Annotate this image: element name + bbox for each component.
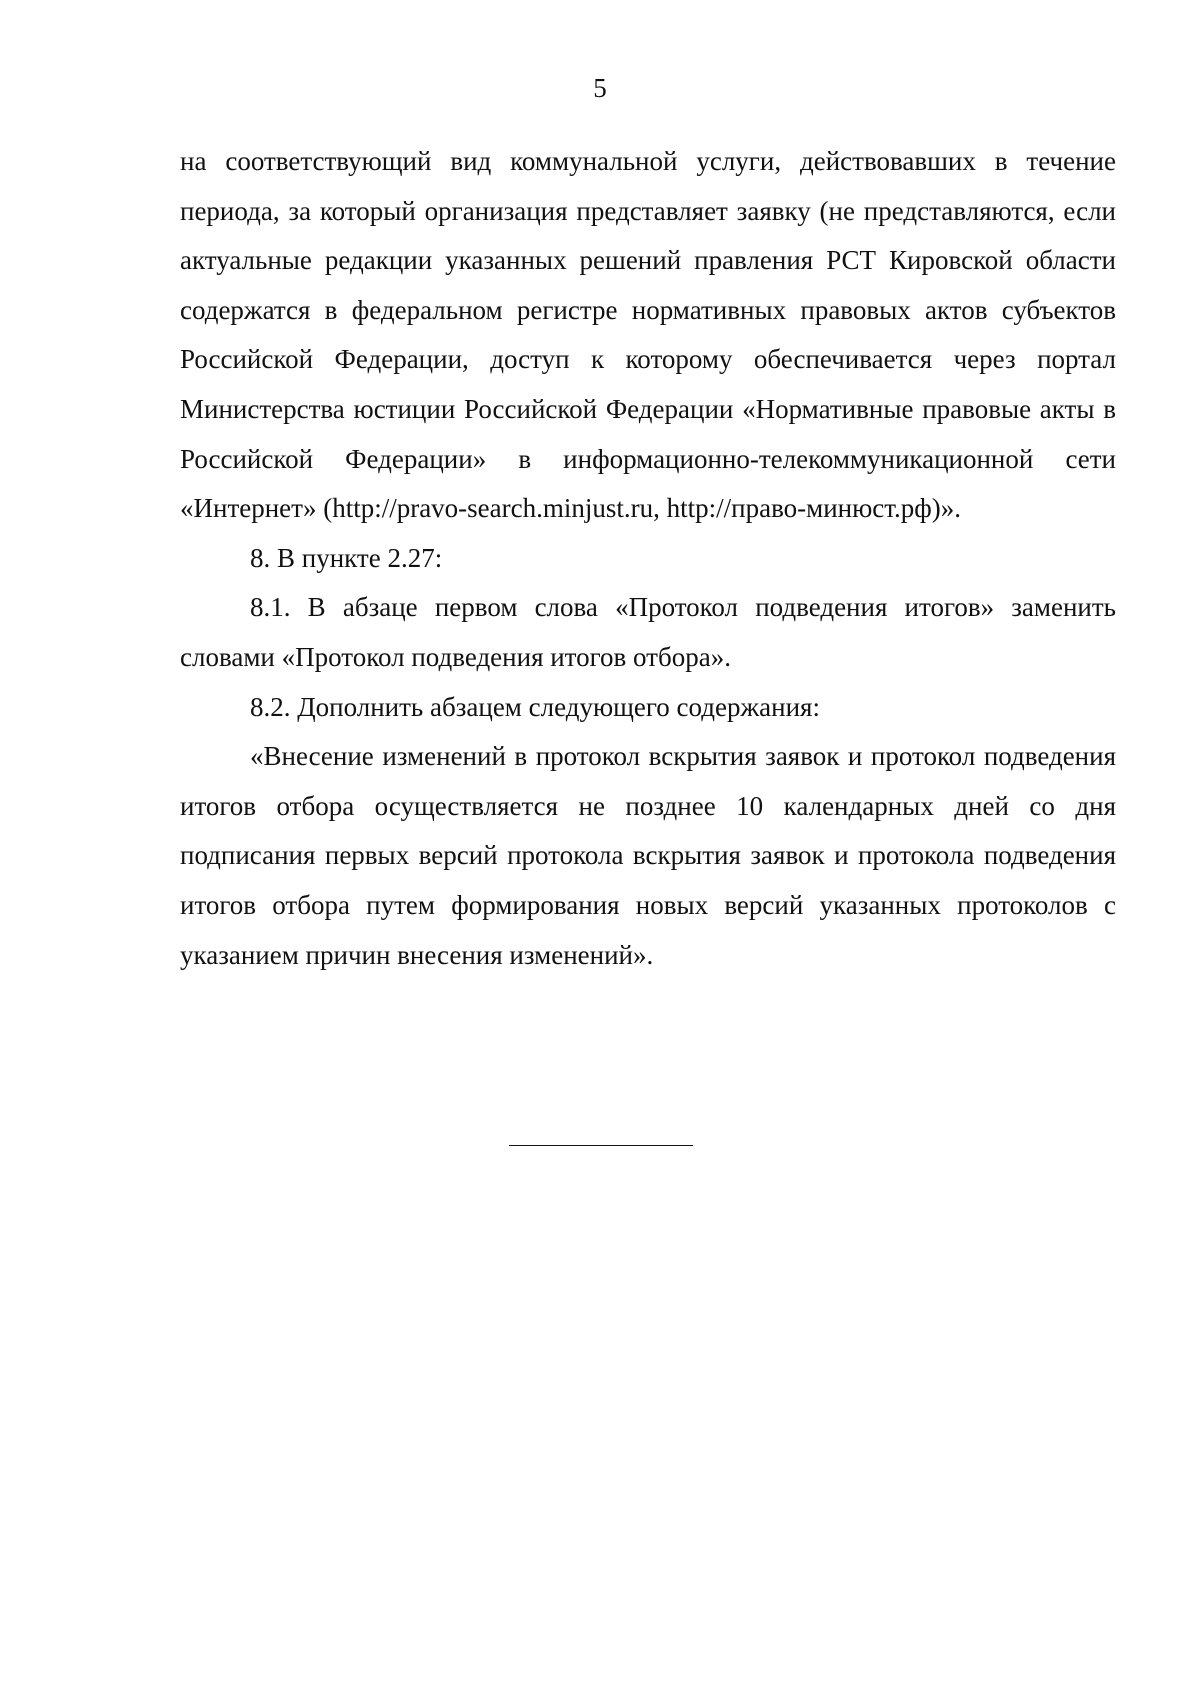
- closing-divider-line: [509, 1145, 693, 1146]
- document-body: [180, 137, 1116, 980]
- page-number: 5: [593, 73, 607, 103]
- paragraph-item-8-1: 8.1. В абзаце первом слова «Протокол подведения итогов» заменить словами «Протокол подведения итогов отбора».: [180, 592, 1116, 672]
- paragraph-item-8-2: 8.2. Дополнить абзацем следующего содержания:: [250, 691, 820, 722]
- paragraph-quoted-amendment: «Внесение изменений в протокол вскрытия заявок и протокол подведения итогов отбора осуществляется не позднее 10 календарных дней со дня подписания первых версий протокола вскрытия заявок и протокола подведения итогов отбора путем формирования новых версий указанных протоколов с указанием причин внесения изменений».: [180, 741, 1116, 970]
- paragraph-continuation: на соответствующий вид коммунальной услуги, действовавших в течение периода, за который организация представляет заявку (не представляются, если актуальные редакции указанных решений правления РСТ Кировской области содержатся в федеральном регистре нормативных правовых актов субъектов Российской Федерации, доступ к которому обеспечивается через портал Министерства юстиции Российской Федерации «Нормативные правовые акты в Российской Федерации» в информационно-телекоммуникационной сети «Интернет» (http://pravo-search.minjust.ru, http://право-минюст.рф)».: [180, 146, 1116, 524]
- paragraph-item-8: 8. В пункте 2.27:: [250, 542, 443, 573]
